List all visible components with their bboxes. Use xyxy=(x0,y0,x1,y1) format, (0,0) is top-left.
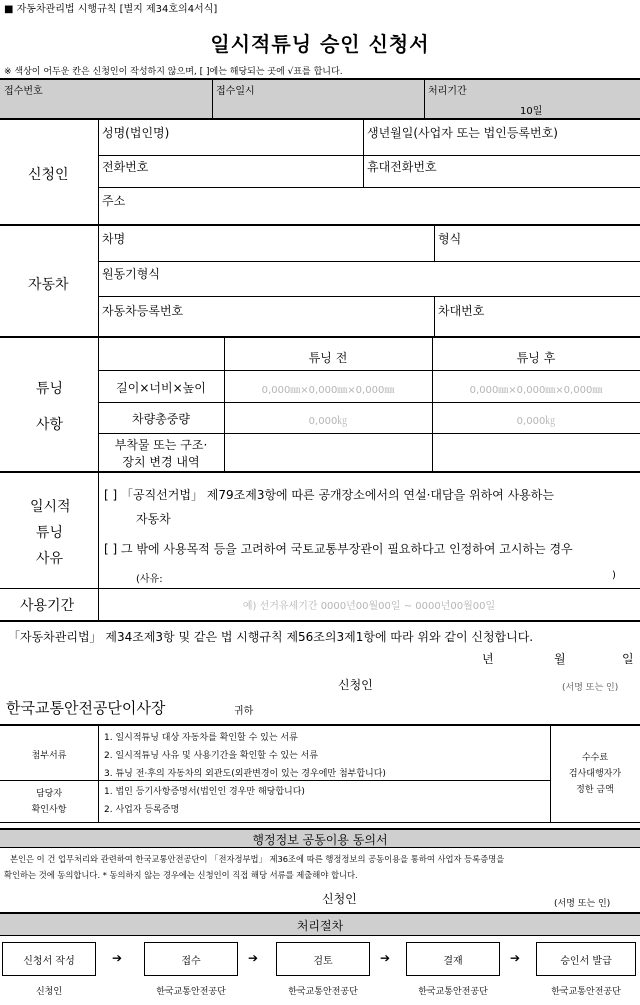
procedure-step-actor: 한국교통안전공단 xyxy=(418,987,488,997)
divider xyxy=(0,224,640,226)
reason-option-other[interactable]: [ ] 그 밖에 사용목적 등을 고려하여 국토교통부장관이 필요하다고 인정하여 고시하는 경우 xyxy=(104,542,573,556)
consent-signature-field[interactable]: (서명 또는 인) xyxy=(554,899,611,909)
reason-option-election-cont: 자동차 xyxy=(136,512,171,526)
applicant-birth-field[interactable]: 생년월일(사업자 또는 법인등록번호) xyxy=(367,126,558,140)
form-law-reference: ■ 자동차관리법 시행규칙 [별지 제34호의4서식] xyxy=(4,4,218,15)
applicant-name-field[interactable]: 성명(법인명) xyxy=(102,126,170,140)
attachment-change-label-1: 부착물 또는 구조· xyxy=(114,438,208,452)
engine-type-field[interactable]: 원동기형식 xyxy=(102,267,160,281)
tuning-before-header: 튜닝 전 xyxy=(308,351,348,365)
registration-number-field[interactable]: 자동차등록번호 xyxy=(102,304,184,318)
receipt-date-label: 접수일시 xyxy=(216,86,255,97)
procedure-step-box xyxy=(406,942,500,976)
divider xyxy=(98,261,640,262)
divider xyxy=(98,473,99,588)
procedure-title: 처리절차 xyxy=(296,919,344,933)
procedure-step-actor: 한국교통안전공단 xyxy=(551,987,621,997)
vehicle-model-field[interactable]: 형식 xyxy=(438,232,462,246)
divider xyxy=(98,370,640,371)
usage-period-field[interactable]: 예) 선거유세기간 0000년00월00일 ~ 0000년00월00일 xyxy=(242,601,496,612)
procedure-step-box xyxy=(2,942,96,976)
applicant-mobile-field[interactable]: 휴대전화번호 xyxy=(367,160,437,174)
divider xyxy=(0,847,640,848)
usage-period-label: 사용기간 xyxy=(20,598,75,614)
divider xyxy=(98,726,99,822)
divider xyxy=(0,588,640,589)
officer-check-item: 2. 사업자 등록증명 xyxy=(104,805,180,815)
consent-text-1: 본인은 이 건 업무처리와 관련하여 한국교통안전공단이 「전자정부법」 제36조에 따른 행정정보의 공동이용을 통하여 사업자 등록증명을 xyxy=(10,854,505,864)
reason-section-label-2: 튜닝 xyxy=(36,525,64,541)
reason-option-election[interactable]: [ ] 「공직선거법」 제79조제3항에 따른 공개장소에서의 연설·대담을 위하여 사용하는 xyxy=(104,488,554,502)
divider xyxy=(434,226,435,261)
tuning-section-label-1: 튜닝 xyxy=(36,381,64,397)
signature-field[interactable]: (서명 또는 인) xyxy=(562,683,619,693)
declaration-text: 「자동차관리법」 제34조제3항 및 같은 법 시행규칙 제56조의3제1항에 따라 위와 같이 신청합니다. xyxy=(8,630,534,644)
attachment-item: 2. 일시적튜닝 사유 및 사용기간을 확인할 수 있는 서류 xyxy=(104,751,319,761)
divider xyxy=(0,822,640,823)
receipt-number-label: 접수번호 xyxy=(4,86,43,97)
tuning-section-label-2: 사항 xyxy=(36,417,64,433)
divider xyxy=(0,935,640,936)
reason-section-label-1: 일시적 xyxy=(30,499,71,515)
gross-weight-after-field[interactable]: 0,000㎏ xyxy=(516,416,556,427)
officer-check-label-1: 담당자 xyxy=(35,789,63,799)
dimension-before-field[interactable]: 0,000㎜×0,000㎜×0,000㎜ xyxy=(261,385,395,396)
procedure-step-label: 승인서 발급 xyxy=(560,955,612,967)
vehicle-name-field[interactable]: 차명 xyxy=(102,232,126,246)
procedure-step-box xyxy=(536,942,636,976)
applicant-phone-field[interactable]: 전화번호 xyxy=(102,160,149,174)
consent-applicant-label: 신청인 xyxy=(322,892,357,906)
divider xyxy=(0,724,640,726)
arrow-right-icon: ➔ xyxy=(248,951,259,965)
procedure-step-box xyxy=(144,942,238,976)
procedure-step-box xyxy=(276,942,370,976)
divider xyxy=(0,118,640,120)
gross-weight-label: 차량총중량 xyxy=(132,412,190,426)
divider xyxy=(0,828,640,830)
arrow-right-icon: ➔ xyxy=(380,951,391,965)
vin-field[interactable]: 차대번호 xyxy=(438,304,485,318)
procedure-step-label: 접수 xyxy=(181,955,201,967)
receipt-shade xyxy=(0,79,640,118)
reason-text-field[interactable]: (사유: xyxy=(136,574,163,585)
applicant-section-label: 신청인 xyxy=(28,167,69,183)
divider xyxy=(0,620,640,622)
attachment-item: 1. 일시적튜닝 대상 자동차를 확인할 수 있는 서류 xyxy=(104,733,298,743)
divider xyxy=(212,80,213,118)
consent-title: 행정정보 공동이용 동의서 xyxy=(252,833,388,847)
date-year[interactable]: 년 xyxy=(482,652,494,666)
processing-period-label: 처리기간 xyxy=(428,86,467,97)
attachment-item: 3. 튜닝 전·후의 자동차의 외관도(외관변경이 있는 경우에만 첨부합니다) xyxy=(104,769,386,779)
divider xyxy=(98,433,640,434)
officer-check-item: 1. 법인 등기사항증명서(법인인 경우만 해당합니다) xyxy=(104,787,305,797)
divider xyxy=(0,471,640,473)
fee-value: 정한 금액 xyxy=(576,785,614,795)
divider xyxy=(0,780,550,781)
divider xyxy=(363,120,364,187)
attachment-change-label-2: 장치 변경 내역 xyxy=(122,455,200,469)
arrow-right-icon: ➔ xyxy=(510,951,521,965)
dimension-after-field[interactable]: 0,000㎜×0,000㎜×0,000㎜ xyxy=(469,385,603,396)
reason-section-label-3: 사유 xyxy=(36,551,64,567)
gross-weight-before-field[interactable]: 0,000㎏ xyxy=(308,416,348,427)
procedure-step-label: 결재 xyxy=(443,955,463,967)
consent-text-2: 확인하는 것에 동의합니다. * 동의하지 않는 경우에는 신청인이 직접 해당 서류를 제출해야 합니다. xyxy=(4,870,358,880)
date-month[interactable]: 월 xyxy=(554,652,566,666)
divider xyxy=(0,912,640,914)
tuning-after-header: 튜닝 후 xyxy=(516,351,556,365)
reason-text-close: ) xyxy=(612,570,616,581)
attachments-label: 첨부서류 xyxy=(31,751,67,761)
officer-check-label-2: 확인사항 xyxy=(31,805,67,815)
divider xyxy=(98,155,640,156)
vehicle-section-label: 자동차 xyxy=(28,277,69,293)
divider xyxy=(434,296,435,336)
divider xyxy=(0,78,640,80)
divider xyxy=(424,80,425,118)
processing-period-value: 10일 xyxy=(520,106,543,117)
addressee-name: 한국교통안전공단이사장 xyxy=(6,699,166,717)
procedure-step-label: 검토 xyxy=(313,955,333,967)
divider xyxy=(98,226,99,336)
procedure-step-actor: 한국교통안전공단 xyxy=(156,987,226,997)
divider xyxy=(0,336,640,338)
declaration-applicant-label: 신청인 xyxy=(338,678,373,692)
procedure-step-label: 신청서 작성 xyxy=(23,955,75,967)
fee-label: 수수료 xyxy=(581,753,609,763)
procedure-step-actor: 한국교통안전공단 xyxy=(288,987,358,997)
procedure-step-actor: 신청인 xyxy=(35,987,63,997)
arrow-right-icon: ➔ xyxy=(112,951,123,965)
applicant-address-field[interactable]: 주소 xyxy=(102,194,126,208)
page-title: 일시적튜닝 승인 신청서 xyxy=(210,32,430,56)
divider xyxy=(98,296,640,297)
dimension-label: 길이×너비×높이 xyxy=(116,381,206,395)
date-day[interactable]: 일 xyxy=(622,652,634,666)
divider xyxy=(98,187,640,188)
instruction-note: ※ 색상이 어두운 칸은 신청인이 작성하지 않으며, [ ]에는 해당되는 곳에 √표를 합니다. xyxy=(4,67,343,77)
divider xyxy=(98,402,640,403)
fee-label: 검사대행자가 xyxy=(568,769,622,779)
divider xyxy=(98,120,99,224)
addressee-suffix: 귀하 xyxy=(234,706,254,717)
